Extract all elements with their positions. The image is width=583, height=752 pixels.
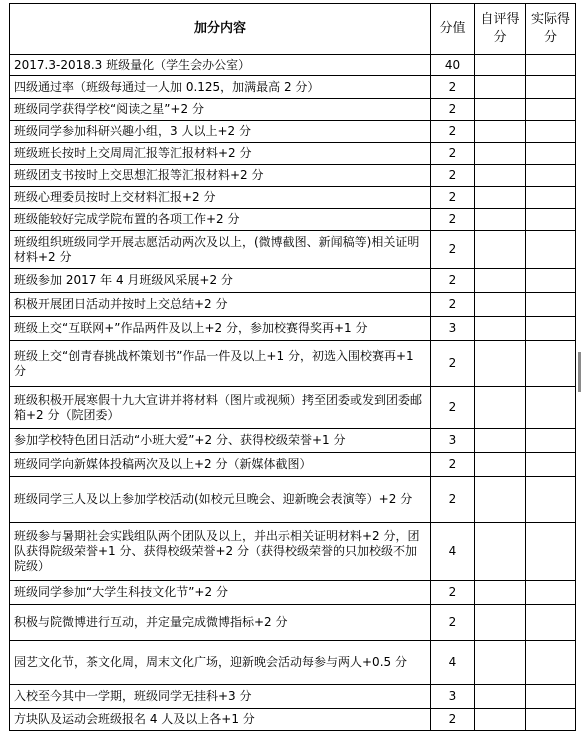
row-score: 2 (431, 709, 475, 731)
actual-score-cell[interactable] (526, 641, 576, 685)
row-score: 3 (431, 429, 475, 453)
row-content: 班级同学参加科研兴趣小组，3 人以上+2 分 (10, 121, 431, 143)
row-score: 2 (431, 165, 475, 187)
table-row (10, 387, 576, 429)
actual-score-cell[interactable] (526, 209, 576, 231)
table-row (10, 187, 576, 209)
actual-score-cell[interactable] (526, 581, 576, 605)
row-score: 3 (431, 685, 475, 709)
table-row (10, 231, 576, 269)
actual-score-cell[interactable] (526, 121, 576, 143)
actual-score-cell[interactable] (526, 143, 576, 165)
row-content: 班级上交“创青春挑战杯策划书”作品一件及以上+1 分，初选入围校赛再+1 分 (10, 341, 431, 387)
actual-score-cell[interactable] (526, 523, 576, 581)
actual-score-cell[interactable] (526, 387, 576, 429)
table-row (10, 317, 576, 341)
bonus-points-table (9, 3, 576, 731)
actual-score-cell[interactable] (526, 76, 576, 99)
header-actual-score: 实际得分 (526, 4, 576, 55)
self-score-cell[interactable] (475, 293, 526, 317)
actual-score-cell[interactable] (526, 317, 576, 341)
row-score: 2 (431, 605, 475, 641)
table-row (10, 429, 576, 453)
header-self-score: 自评得分 (475, 4, 526, 55)
row-content: 班级能较好完成学院布置的各项工作+2 分 (10, 209, 431, 231)
actual-score-cell[interactable] (526, 453, 576, 477)
row-content: 入校至今其中一学期，班级同学无挂科+3 分 (10, 685, 431, 709)
table-row (10, 55, 576, 76)
self-score-cell[interactable] (475, 209, 526, 231)
row-score: 2 (431, 293, 475, 317)
row-content: 班级同学参加“大学生科技文化节”+2 分 (10, 581, 431, 605)
self-score-cell[interactable] (475, 55, 526, 76)
self-score-cell[interactable] (475, 187, 526, 209)
scroll-handle[interactable] (578, 352, 581, 392)
actual-score-cell[interactable] (526, 165, 576, 187)
header-content: 加分内容 (10, 4, 431, 55)
row-score: 4 (431, 523, 475, 581)
row-score: 2 (431, 231, 475, 269)
self-score-cell[interactable] (475, 523, 526, 581)
row-content: 班级组织班级同学开展志愿活动两次及以上，(微博截图、新闻稿等)相关证明材料+2 分 (10, 231, 431, 269)
row-score: 4 (431, 641, 475, 685)
row-score: 2 (431, 121, 475, 143)
table-row (10, 641, 576, 685)
table-row (10, 453, 576, 477)
table-row (10, 523, 576, 581)
header-score: 分值 (431, 4, 475, 55)
self-score-cell[interactable] (475, 581, 526, 605)
self-score-cell[interactable] (475, 143, 526, 165)
row-content: 方块队及运动会班级报名 4 人及以上各+1 分 (10, 709, 431, 731)
actual-score-cell[interactable] (526, 709, 576, 731)
row-score: 2 (431, 99, 475, 121)
row-content: 园艺文化节，茶文化周，周末文化广场，迎新晚会活动每参与两人+0.5 分 (10, 641, 431, 685)
self-score-cell[interactable] (475, 269, 526, 293)
self-score-cell[interactable] (475, 453, 526, 477)
table-row (10, 121, 576, 143)
row-content: 班级上交“互联网+”作品两件及以上+2 分，参加校赛得奖再+1 分 (10, 317, 431, 341)
row-score: 2 (431, 341, 475, 387)
self-score-cell[interactable] (475, 165, 526, 187)
row-score: 2 (431, 387, 475, 429)
self-score-cell[interactable] (475, 605, 526, 641)
actual-score-cell[interactable] (526, 293, 576, 317)
row-score: 40 (431, 55, 475, 76)
table-row (10, 143, 576, 165)
row-content: 班级同学三人及以上参加学校活动(如校元旦晚会、迎新晚会表演等）+2 分 (10, 477, 431, 523)
row-content: 班级参与暑期社会实践组队两个团队及以上，并出示相关证明材料+2 分，团队获得院级荣誉+1 分、获得校级荣誉+2 分（获得校级荣誉的只加校级不加院级） (10, 523, 431, 581)
table-header-row (10, 4, 576, 55)
table-row (10, 209, 576, 231)
row-content: 班级班长按时上交周周汇报等汇报材料+2 分 (10, 143, 431, 165)
actual-score-cell[interactable] (526, 477, 576, 523)
row-content: 班级团支书按时上交思想汇报等汇报材料+2 分 (10, 165, 431, 187)
table-row (10, 165, 576, 187)
table-row (10, 99, 576, 121)
self-score-cell[interactable] (475, 685, 526, 709)
actual-score-cell[interactable] (526, 685, 576, 709)
table-row (10, 477, 576, 523)
actual-score-cell[interactable] (526, 429, 576, 453)
table-body (10, 55, 576, 731)
table-row (10, 709, 576, 731)
self-score-cell[interactable] (475, 641, 526, 685)
row-content: 班级心理委员按时上交材料汇报+2 分 (10, 187, 431, 209)
self-score-cell[interactable] (475, 341, 526, 387)
row-score: 2 (431, 477, 475, 523)
row-content: 四级通过率（班级每通过一人加 0.125，加满最高 2 分） (10, 76, 431, 99)
actual-score-cell[interactable] (526, 99, 576, 121)
table-row (10, 685, 576, 709)
actual-score-cell[interactable] (526, 187, 576, 209)
actual-score-cell[interactable] (526, 231, 576, 269)
table-row (10, 605, 576, 641)
row-score: 2 (431, 209, 475, 231)
row-content: 积极与院微博进行互动，并定量完成微博指标+2 分 (10, 605, 431, 641)
self-score-cell[interactable] (475, 121, 526, 143)
table-row (10, 293, 576, 317)
table-row (10, 581, 576, 605)
table-row (10, 269, 576, 293)
self-score-cell[interactable] (475, 99, 526, 121)
self-score-cell[interactable] (475, 231, 526, 269)
table-row (10, 76, 576, 99)
row-content: 参加学校特色团日活动“小班大爱”+2 分、获得校级荣誉+1 分 (10, 429, 431, 453)
self-score-cell[interactable] (475, 317, 526, 341)
row-score: 2 (431, 269, 475, 293)
row-content: 班级同学获得学校“阅读之星”+2 分 (10, 99, 431, 121)
self-score-cell[interactable] (475, 76, 526, 99)
row-score: 2 (431, 143, 475, 165)
row-content: 班级参加 2017 年 4 月班级风采展+2 分 (10, 269, 431, 293)
row-content: 积极开展团日活动并按时上交总结+2 分 (10, 293, 431, 317)
row-content: 班级积极开展寒假十九大宣讲并将材料（图片或视频）拷至团委或发到团委邮箱+2 分（院团委） (10, 387, 431, 429)
self-score-cell[interactable] (475, 387, 526, 429)
row-score: 2 (431, 187, 475, 209)
self-score-cell[interactable] (475, 709, 526, 731)
table-row (10, 341, 576, 387)
row-content: 2017.3-2018.3 班级量化（学生会办公室） (10, 55, 431, 76)
self-score-cell[interactable] (475, 477, 526, 523)
actual-score-cell[interactable] (526, 269, 576, 293)
actual-score-cell[interactable] (526, 605, 576, 641)
score-sheet (9, 3, 575, 731)
row-score: 2 (431, 76, 475, 99)
actual-score-cell[interactable] (526, 341, 576, 387)
row-content: 班级同学向新媒体投稿两次及以上+2 分（新媒体截图） (10, 453, 431, 477)
row-score: 2 (431, 453, 475, 477)
row-score: 2 (431, 581, 475, 605)
actual-score-cell[interactable] (526, 55, 576, 76)
row-score: 3 (431, 317, 475, 341)
self-score-cell[interactable] (475, 429, 526, 453)
